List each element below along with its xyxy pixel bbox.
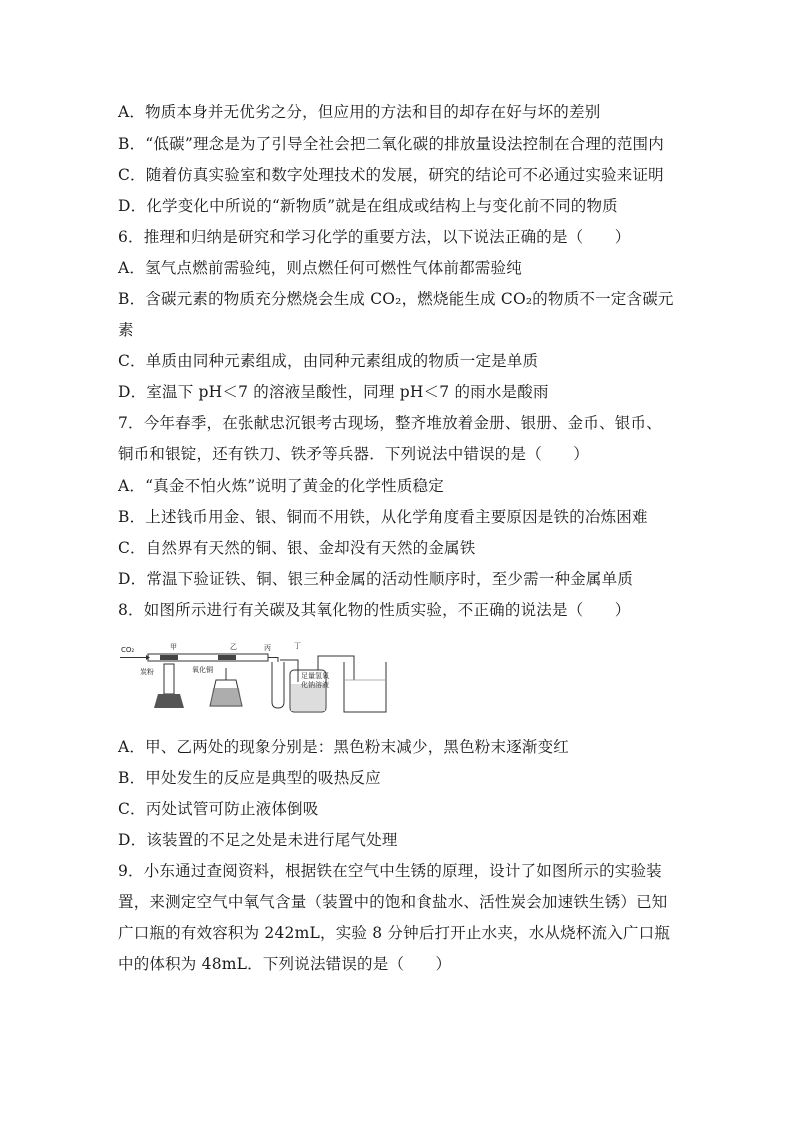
ding-label: 丁 xyxy=(294,642,301,650)
tanfen-label: 炭粉 xyxy=(140,668,154,676)
q6-option-b-line2: 素 xyxy=(118,321,134,339)
carbon-powder xyxy=(160,655,178,660)
yanghuatong-label: 氧化铜 xyxy=(192,666,213,674)
q5-option-c: C．随着仿真实验室和数字处理技术的发展，研究的结论可不必通过实验来证明 xyxy=(118,166,664,184)
test-tube-bing xyxy=(272,662,284,708)
q5-option-a: A．物质本身并无优劣之分，但应用的方法和目的却存在好与坏的差别 xyxy=(118,103,601,121)
q6-option-b-line1: B．含碳元素的物质充分燃烧会生成 CO₂，燃烧能生成 CO₂的物质不一定含碳元 xyxy=(118,290,674,308)
jia-label: 甲 xyxy=(170,643,177,651)
beaker xyxy=(344,662,386,712)
q5-option-d: D．化学变化中所说的“新物质”就是在组成或结构上与变化前不同的物质 xyxy=(118,197,618,215)
q5-option-b: B．“低碳”理念是为了引导全社会把二氧化碳的排放量设法控制在合理的范围内 xyxy=(118,135,664,153)
q6-stem: 6．推理和归纳是研究和学习化学的重要方法，以下说法正确的是（ ） xyxy=(118,228,631,246)
q6-option-a: A．氢气点燃前需验纯，则点燃任何可燃性气体前都需验纯 xyxy=(118,259,522,277)
q8-option-b: B．甲处发生的反应是典型的吸热反应 xyxy=(118,769,381,787)
burner-base xyxy=(154,694,184,708)
q8-option-a: A．甲、乙两处的现象分别是：黑色粉末减少，黑色粉末逐渐变红 xyxy=(118,738,569,756)
bing-label: 丙 xyxy=(264,644,271,652)
yi-label: 乙 xyxy=(230,643,237,651)
apparatus-diagram xyxy=(118,640,393,720)
co2-label: CO₂ xyxy=(121,646,135,654)
q8-option-d: D．该装置的不足之处是未进行尾气处理 xyxy=(118,831,398,849)
q9-line1: 9．小东通过查阅资料，根据铁在空气中生锈的原理，设计了如图所示的实验装 xyxy=(118,862,662,880)
q6-option-c: C．单质由同种元素组成，由同种元素组成的物质一定是单质 xyxy=(118,352,539,370)
solution-label-1: 足量氢氧 xyxy=(301,672,329,680)
apparatus-figure xyxy=(118,640,393,720)
q9-line4: 中的体积为 48mL．下列说法错误的是（ ） xyxy=(118,955,452,973)
q8-stem: 8．如图所示进行有关碳及其氧化物的性质实验，不正确的说法是（ ） xyxy=(118,601,631,619)
q7-option-c: C．自然界有天然的铜、银、金却没有天然的金属铁 xyxy=(118,539,476,557)
q7-option-d: D．常温下验证铁、铜、银三种金属的活动性顺序时，至少需一种金属单质 xyxy=(118,570,634,588)
q7-option-b: B．上述钱币用金、银、铜而不用铁，从化学角度看主要原因是铁的冶炼困难 xyxy=(118,508,648,526)
q7-stem-line2: 铜币和银锭，还有铁刀、铁矛等兵器．下列说法中错误的是（ ） xyxy=(118,445,590,463)
q8-option-c: C．丙处试管可防止液体倒吸 xyxy=(118,800,319,818)
copper-oxide xyxy=(218,655,236,660)
q9-line3: 广口瓶的有效容积为 242mL，实验 8 分钟后打开止水夹，水从烧杯流入广口瓶 xyxy=(118,924,671,942)
q9-line2: 置，来测定空气中氧气含量（装置中的饱和食盐水、活性炭会加速铁生锈）已知 xyxy=(118,893,668,911)
solution-label-2: 化钠溶液 xyxy=(301,681,329,689)
q6-option-d: D．室温下 pH＜7 的溶液呈酸性，同理 pH＜7 的雨水是酸雨 xyxy=(118,383,549,401)
q7-stem-line1: 7．今年春季，在张献忠沉银考古现场，整齐堆放着金册、银册、金币、银币、 xyxy=(118,414,662,432)
burner xyxy=(164,664,174,694)
q7-option-a: A．“真金不怕火炼”说明了黄金的化学性质稳定 xyxy=(118,477,444,495)
